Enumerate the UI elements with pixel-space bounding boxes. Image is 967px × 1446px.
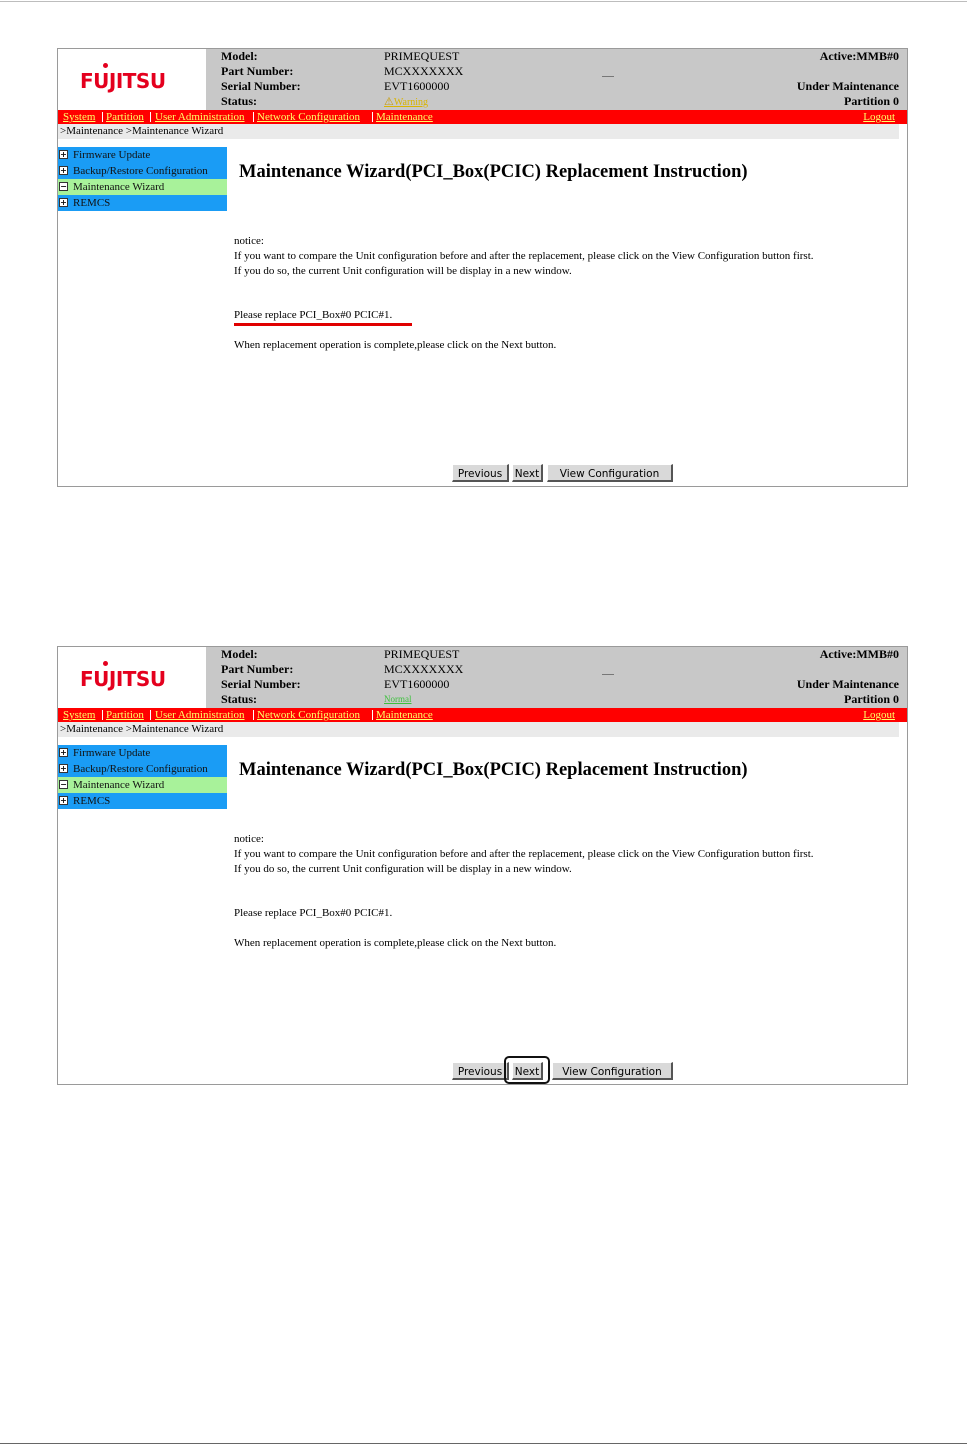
collapse-minus-icon[interactable]: − (60, 182, 67, 191)
expand-plus-icon[interactable]: + (60, 150, 67, 159)
notice-line-2: If you do so, the current Unit configuration will be display in a new window. (234, 863, 572, 875)
page-title: Maintenance Wizard(PCI_Box(PCIC) Replacement Instruction) (239, 760, 748, 780)
notice-label: notice: (234, 833, 264, 845)
menu-partition[interactable]: Partition (106, 709, 144, 721)
part-number-value: MCXXXXXXX (384, 662, 464, 676)
breadcrumb: >Maintenance >Maintenance Wizard (58, 124, 899, 139)
sidebar-item-maintenance-wizard[interactable] (58, 777, 227, 793)
serial-number-value: EVT1600000 (384, 79, 450, 93)
breadcrumb: >Maintenance >Maintenance Wizard (58, 722, 899, 737)
sidebar-item-label: Backup/Restore Configuration (73, 165, 208, 177)
menu-user-administration[interactable]: User Administration (155, 709, 245, 721)
header (58, 647, 907, 708)
system-info (206, 647, 907, 708)
header (58, 49, 907, 110)
status-label: Status: (221, 94, 258, 108)
part-number-label: Part Number: (221, 64, 294, 78)
screenshot-panel-1 (57, 48, 908, 487)
previous-button[interactable]: Previous (452, 464, 509, 482)
collapse-minus-icon[interactable]: − (60, 780, 67, 789)
model-label: Model: (221, 647, 258, 661)
sidebar-item-maintenance-wizard[interactable] (58, 179, 227, 195)
serial-number-label: Serial Number: (221, 677, 301, 691)
menu-bar (58, 110, 907, 124)
logo-dot-icon (103, 661, 108, 666)
logout-link[interactable]: Logout (863, 111, 895, 123)
logo-dot-icon (103, 63, 108, 68)
complete-instruction: When replacement operation is complete,please click on the Next button. (234, 937, 557, 949)
sidebar-item-label: Backup/Restore Configuration (73, 763, 208, 775)
partition-indicator: Partition 0 (844, 94, 899, 108)
status-value: Warning (393, 97, 429, 108)
menu-separator (372, 710, 373, 720)
screenshot-panel-2 (57, 646, 908, 1085)
previous-button[interactable]: Previous (452, 1062, 509, 1080)
logo-cell (58, 647, 206, 708)
menu-separator (150, 710, 151, 720)
model-label: Model: (221, 49, 258, 63)
sidebar-item-label: REMCS (73, 795, 111, 807)
sidebar-item-remcs[interactable] (58, 793, 227, 809)
menu-bar (58, 708, 907, 722)
menu-maintenance[interactable]: Maintenance (376, 111, 433, 123)
fujitsu-logo: FUJITSU (80, 667, 166, 691)
sidebar-item-label: Firmware Update (73, 747, 151, 759)
fujitsu-logo: FUJITSU (80, 69, 166, 93)
bottom-page-rule (0, 1443, 967, 1444)
active-mmb: Active:MMB#0 (819, 647, 899, 661)
sidebar-item-label: REMCS (73, 197, 111, 209)
sidebar-item-backup-restore[interactable] (58, 163, 227, 179)
part-number-label: Part Number: (221, 662, 294, 676)
replace-instruction: Please replace PCI_Box#0 PCIC#1. (234, 907, 393, 919)
menu-separator (253, 710, 254, 720)
next-button[interactable]: Next (512, 1062, 543, 1080)
status-value-link[interactable]: Normal (384, 694, 412, 704)
separator-dash (602, 674, 614, 675)
sidebar-item-firmware-update[interactable] (58, 147, 227, 163)
menu-network-configuration[interactable]: Network Configuration (257, 709, 360, 721)
maintenance-mode: Under Maintenance (796, 79, 899, 93)
serial-number-value: EVT1600000 (384, 677, 450, 691)
logout-link[interactable]: Logout (863, 709, 895, 721)
menu-system[interactable]: System (63, 111, 96, 123)
menu-user-administration[interactable]: User Administration (155, 111, 245, 123)
notice-line-2: If you do so, the current Unit configuration will be display in a new window. (234, 265, 572, 277)
menu-separator (102, 710, 103, 720)
expand-plus-icon[interactable]: + (60, 166, 67, 175)
maintenance-mode: Under Maintenance (796, 677, 899, 691)
expand-plus-icon[interactable]: + (60, 198, 67, 207)
view-configuration-button[interactable]: View Configuration (552, 1062, 673, 1080)
sidebar-item-backup-restore[interactable] (58, 761, 227, 777)
separator-dash (602, 76, 614, 77)
expand-plus-icon[interactable]: + (60, 748, 67, 757)
highlight-underline (234, 323, 412, 326)
sidebar-item-label: Maintenance Wizard (73, 779, 165, 791)
menu-separator (150, 112, 151, 122)
next-button-highlight (504, 1056, 550, 1084)
notice-line-1: If you want to compare the Unit configuration before and after the replacement, please click on the View Configuration button first. (234, 848, 814, 860)
expand-plus-icon[interactable]: + (60, 796, 67, 805)
sidebar-item-firmware-update[interactable] (58, 745, 227, 761)
sidebar-item-label: Firmware Update (73, 149, 151, 161)
top-page-rule (0, 1, 967, 2)
sidebar (58, 745, 227, 809)
menu-network-configuration[interactable]: Network Configuration (257, 111, 360, 123)
part-number-value: MCXXXXXXX (384, 64, 464, 78)
expand-plus-icon[interactable]: + (60, 764, 67, 773)
next-button[interactable]: Next (512, 464, 543, 482)
menu-separator (253, 112, 254, 122)
menu-partition[interactable]: Partition (106, 111, 144, 123)
view-configuration-button[interactable]: View Configuration (547, 464, 673, 482)
model-value: PRIMEQUEST (384, 647, 460, 661)
menu-separator (102, 112, 103, 122)
replace-instruction: Please replace PCI_Box#0 PCIC#1. (234, 309, 393, 321)
status-label: Status: (221, 692, 258, 706)
active-mmb: Active:MMB#0 (819, 49, 899, 63)
partition-indicator: Partition 0 (844, 692, 899, 706)
warning-triangle-icon: ⚠ (384, 96, 394, 108)
menu-separator (372, 112, 373, 122)
menu-system[interactable]: System (63, 709, 96, 721)
model-value: PRIMEQUEST (384, 49, 460, 63)
notice-label: notice: (234, 235, 264, 247)
notice-line-1: If you want to compare the Unit configuration before and after the replacement, please click on the View Configuration button first. (234, 250, 814, 262)
sidebar (58, 147, 227, 211)
menu-maintenance[interactable]: Maintenance (376, 709, 433, 721)
sidebar-item-remcs[interactable] (58, 195, 227, 211)
logo-cell (58, 49, 206, 110)
status-value-link[interactable] (384, 95, 428, 108)
serial-number-label: Serial Number: (221, 79, 301, 93)
complete-instruction: When replacement operation is complete,please click on the Next button. (234, 339, 557, 351)
system-info (206, 49, 907, 110)
page-title: Maintenance Wizard(PCI_Box(PCIC) Replacement Instruction) (239, 162, 748, 182)
sidebar-item-label: Maintenance Wizard (73, 181, 165, 193)
